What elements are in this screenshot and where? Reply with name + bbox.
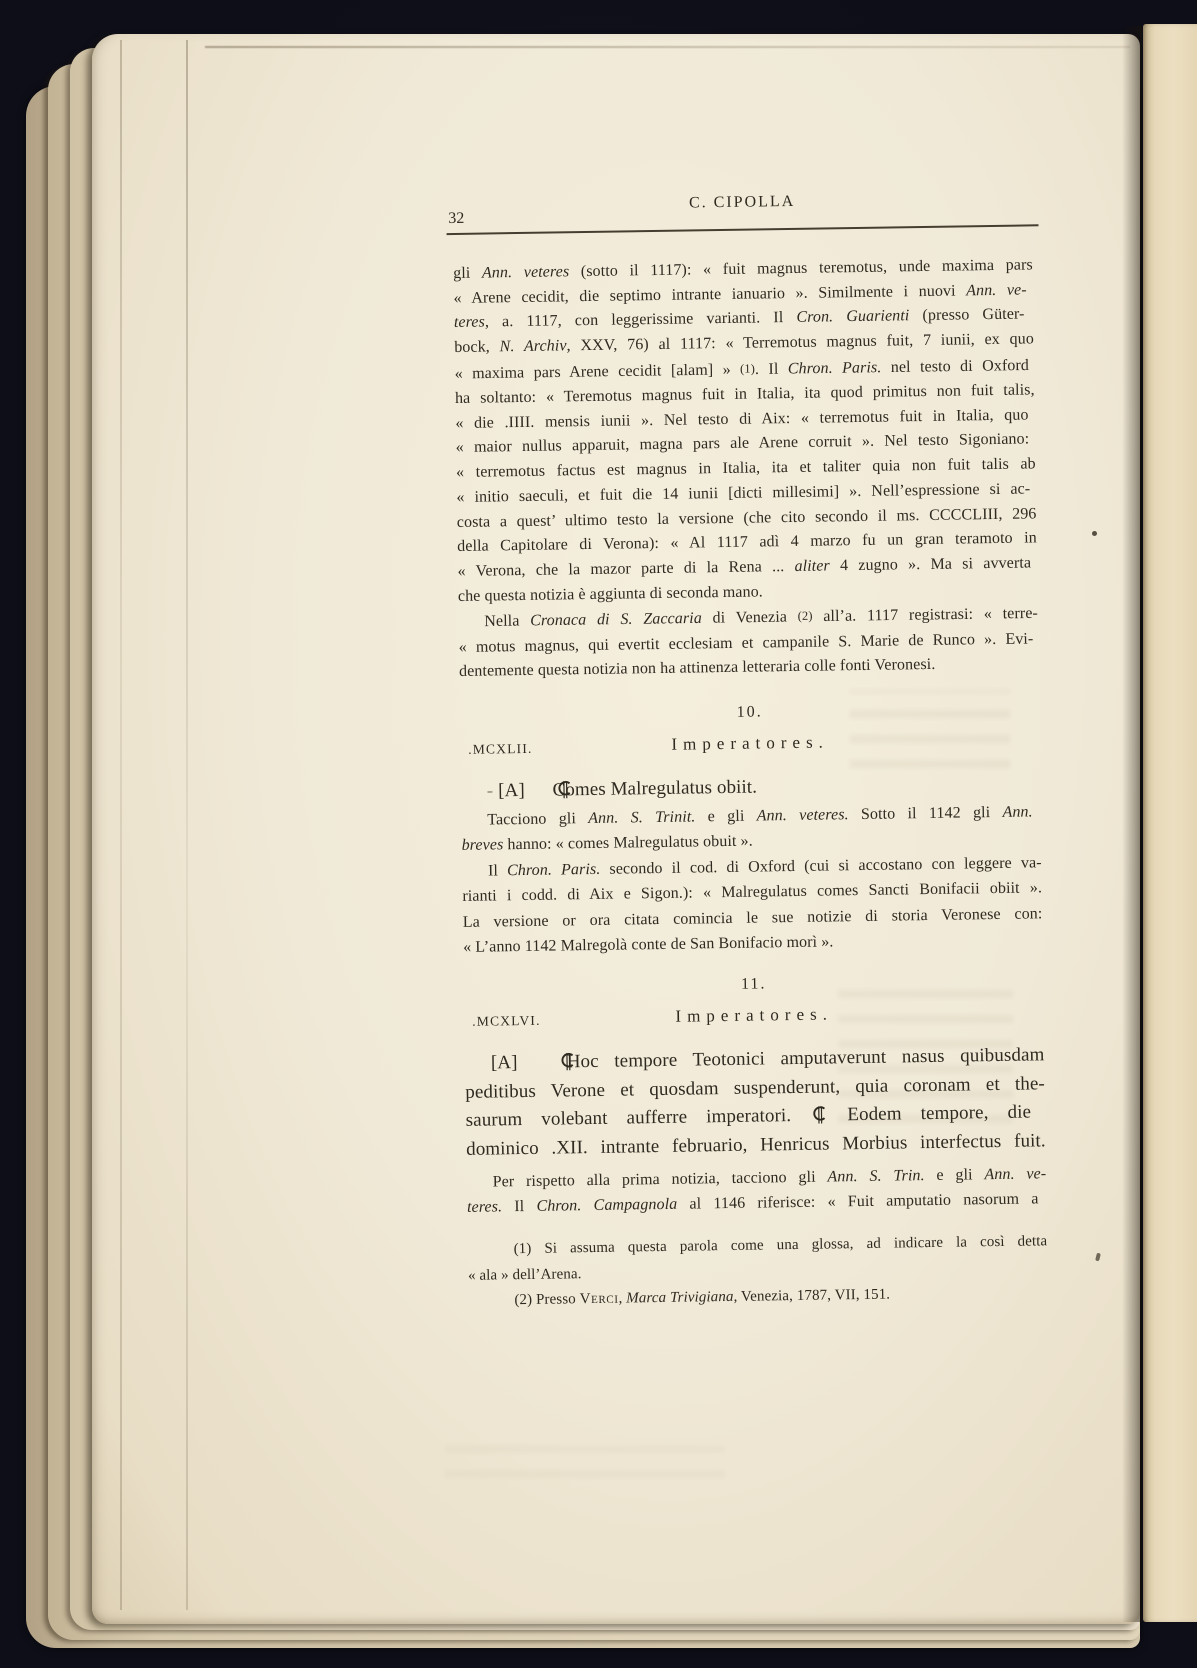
text-line: « terremotus factus est magnus in Italia, ita et taliter quia non fuit talis ab <box>455 455 1036 482</box>
text-line: « Verona, che la mazor parte di la Rena ... aliter 4 zugno ». Ma si avverta <box>457 554 1032 580</box>
text-line: « Arene cecidit, die septimo intrante ianuario ». Similmente i nuovi Ann. ve- <box>453 281 1027 307</box>
text-line: « motus magnus, qui evertit ecclesiam et campanile S. Marie de Runco ». Evi- <box>458 629 1034 656</box>
page-top-edge-shadow <box>205 46 1130 48</box>
text-line: « maior nullus apparuit, magna pars ale Arene corruit ». Nel testo Sigoniano: <box>455 430 1030 457</box>
text-line: bock, N. Archiv, XXV, 76) al 1117: « Terremotus magnus fuit, 7 iunii, ex quo <box>454 330 1035 357</box>
text-line: Tacciono gli Ann. S. Trinit. e gli Ann. veteres. Sotto il 1142 gli Ann. <box>487 803 1033 829</box>
text-line: dentemente questa notizia non ha attinenza letteraria colle fonti Veronesi. <box>458 656 936 681</box>
margin-year: .MCXLVI. <box>472 1012 541 1029</box>
text-line: dominico .XII. intrante februario, Henricus Morbius interfectus fuit. <box>465 1129 1046 1160</box>
text-line: « L’anno 1142 Malregolà conte de San Bonifacio morì ». <box>463 933 834 956</box>
footnotes <box>467 1229 1048 1314</box>
section-number: 10. <box>736 703 763 721</box>
text-line: peditibus Verone et quosdam suspenderunt, quia coronam et the- <box>465 1072 1046 1103</box>
text-line: teres. Il Chron. Campagnola al 1146 riferisce: « Fuit amputatio nasorum a <box>466 1190 1039 1217</box>
text-line: costa a quest’ ultimo testo la versione (che cito secondo il ms. CCCCLIII, 296 <box>456 504 1037 531</box>
text-line: ha soltanto: « Teremotus magnus fuit in Italia, ita quod primitus non fuit talis, <box>454 381 1035 407</box>
page-gutter-shadow <box>1122 26 1142 1622</box>
section-commentary <box>461 799 1043 960</box>
capitulum-icon <box>531 780 544 800</box>
text-line: La versione or ora citata comincia le sue notizie di storia Veronese con: <box>462 904 1043 931</box>
page-number: 32 <box>448 209 465 228</box>
section-entry <box>465 1041 1047 1164</box>
section-number: 11. <box>740 975 767 993</box>
text-line: « maxima pars Arene cecidit [alam] » (1). Il Chron. Paris. nel testo di Oxford <box>454 356 1030 383</box>
text-line: saurum volebant aufferre imperatori. Eodem tempore, die <box>465 1101 1032 1131</box>
text-line: « ala » dell’Arena. <box>467 1265 582 1284</box>
capitulum-icon <box>812 1105 825 1125</box>
text-line: « die .IIII. mensis iunii ». Nel testo di Aix: « terremotus fuit in Italia, quo <box>455 406 1029 432</box>
section-commentary <box>466 1161 1047 1220</box>
intro-paragraphs <box>453 253 1039 685</box>
capitulum-icon <box>535 1052 548 1072</box>
margin-year: .MCXLII. <box>468 740 533 757</box>
section-heading: Imperatores. <box>671 732 830 754</box>
text-line: che questa notizia è aggiunta di seconda mano. <box>457 583 763 605</box>
text-line: (2) Presso Verci, Marca Trivigiana, Venezia, 1787, VII, 151. <box>514 1286 891 1309</box>
text-line: della Capitolare di Verona): « Al 1117 adì 4 marzo fu un gran teramoto in <box>457 529 1037 556</box>
ink-speck <box>1092 531 1097 536</box>
header-rule <box>447 224 1039 235</box>
next-page-edge <box>1143 24 1197 1622</box>
text-line: rianti i codd. di Aix e Sigon.): « Malregulatus comes Sancti Bonifacii obiit ». <box>462 879 1043 906</box>
section-heading: Imperatores. <box>675 1004 834 1026</box>
text-line: [A] Hoc tempore Teotonici amputaverunt nasus quibusdam <box>490 1044 1045 1074</box>
text-line: breves hanno: « comes Malregulatus obuit ». <box>461 833 753 855</box>
text-line: Il Chron. Paris. secondo il cod. di Oxford (cui si accostano con leggere va- <box>487 854 1042 880</box>
text-line: Per rispetto alla prima notizia, tacciono gli Ann. S. Trin. e gli Ann. ve- <box>492 1165 1047 1191</box>
text-line: « initio saeculi, et fuit die 14 iunii [dicti millesimi] ». Nell’espressione si ac- <box>456 480 1031 506</box>
text-line: - [A] Comes Malregulatus obiit. <box>486 776 758 802</box>
text-column <box>448 187 1052 1535</box>
text-line: Nella Cronaca di S. Zaccaria di Venezia (2) all’a. 1117 registrasi: « terre- <box>484 605 1039 631</box>
text-line: (1) Si assuma questa parola come una glossa, ad indicare la così detta <box>513 1233 1048 1258</box>
text-line: gli Ann. veteres (sotto il 1117): « fuit magnus teremotus, unde maxima pars <box>453 256 1033 282</box>
running-header-title: C. CIPOLLA <box>688 192 796 212</box>
text-line: teres, a. 1117, con leggerissime varianti. Il Cron. Guarienti (presso Güter- <box>453 305 1025 332</box>
